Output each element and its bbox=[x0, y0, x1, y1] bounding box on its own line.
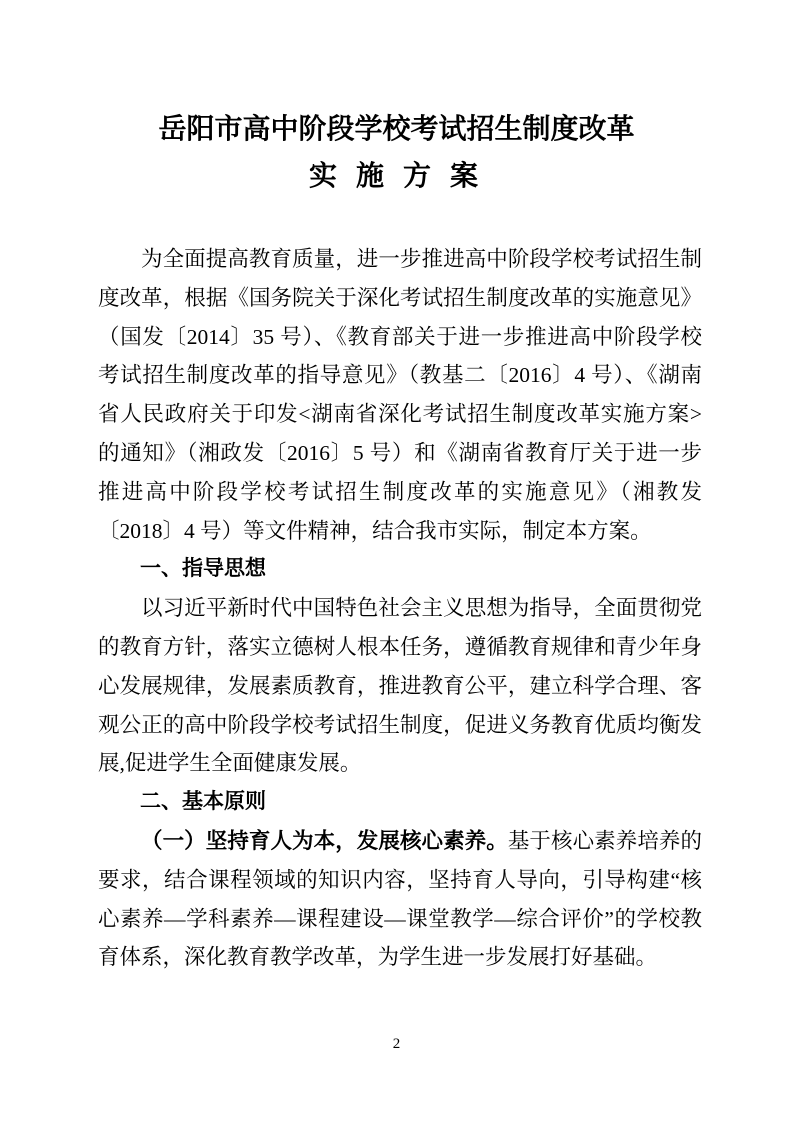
title-line-2: 实 施 方 案 bbox=[308, 161, 484, 192]
section2-heading: 二、基本原则 bbox=[140, 790, 266, 814]
section2-item1-paragraph bbox=[98, 822, 702, 977]
section1-heading: 一、指导思想 bbox=[140, 557, 266, 581]
document-title bbox=[0, 0, 793, 200]
section1-paragraph: 以习近平新时代中国特色社会主义思想为指导，全面贯彻党的教育方针，落实立德树人根本任务，遵循教育规律和青少年身心发展规律，发展素质教育，推进教育公平，建立科学合理、客观公正的高中阶段学校考试招生制度，促进义务教育优质均衡发展,促进学生全面健康发展。 bbox=[98, 596, 702, 776]
title-line-1: 岳阳市高中阶段学校考试招生制度改革 bbox=[158, 114, 635, 145]
document-body bbox=[0, 240, 793, 977]
section2-item1-lead: （一）坚持育人为本，发展核心素养。 bbox=[141, 828, 508, 853]
section2-item1-text: 基于核心素养培养的要求，结合课程领域的知识内容，坚持育人导向，引导构建“核心素养—学科素养—课程建设—课堂教学—综合评价”的学校教育体系，深化教育教学改革，为学生进一步发展打好基础。 bbox=[98, 828, 702, 970]
page-number: 2 bbox=[392, 1036, 401, 1052]
intro-paragraph: 为全面提高教育质量，进一步推进高中阶段学校考试招生制度改革，根据《国务院关于深化考试招生制度改革的实施意见》（国发〔2014〕35 号）、《教育部关于进一步推进高中阶段学校考试招生制度改革的指导意见》（教基二〔2016〕4 号）、《湖南省人民政府关于印发<湖南省深化考试招生制度改革实施方案>的通知》（湘政发〔2016〕5 号）和《湖南省教育厅关于进一步推进高中阶段学校考试招生制度改革的实施意见》（湘教发〔2018〕4 号）等文件精神，结合我市实际，制定本方案。 bbox=[98, 247, 702, 543]
